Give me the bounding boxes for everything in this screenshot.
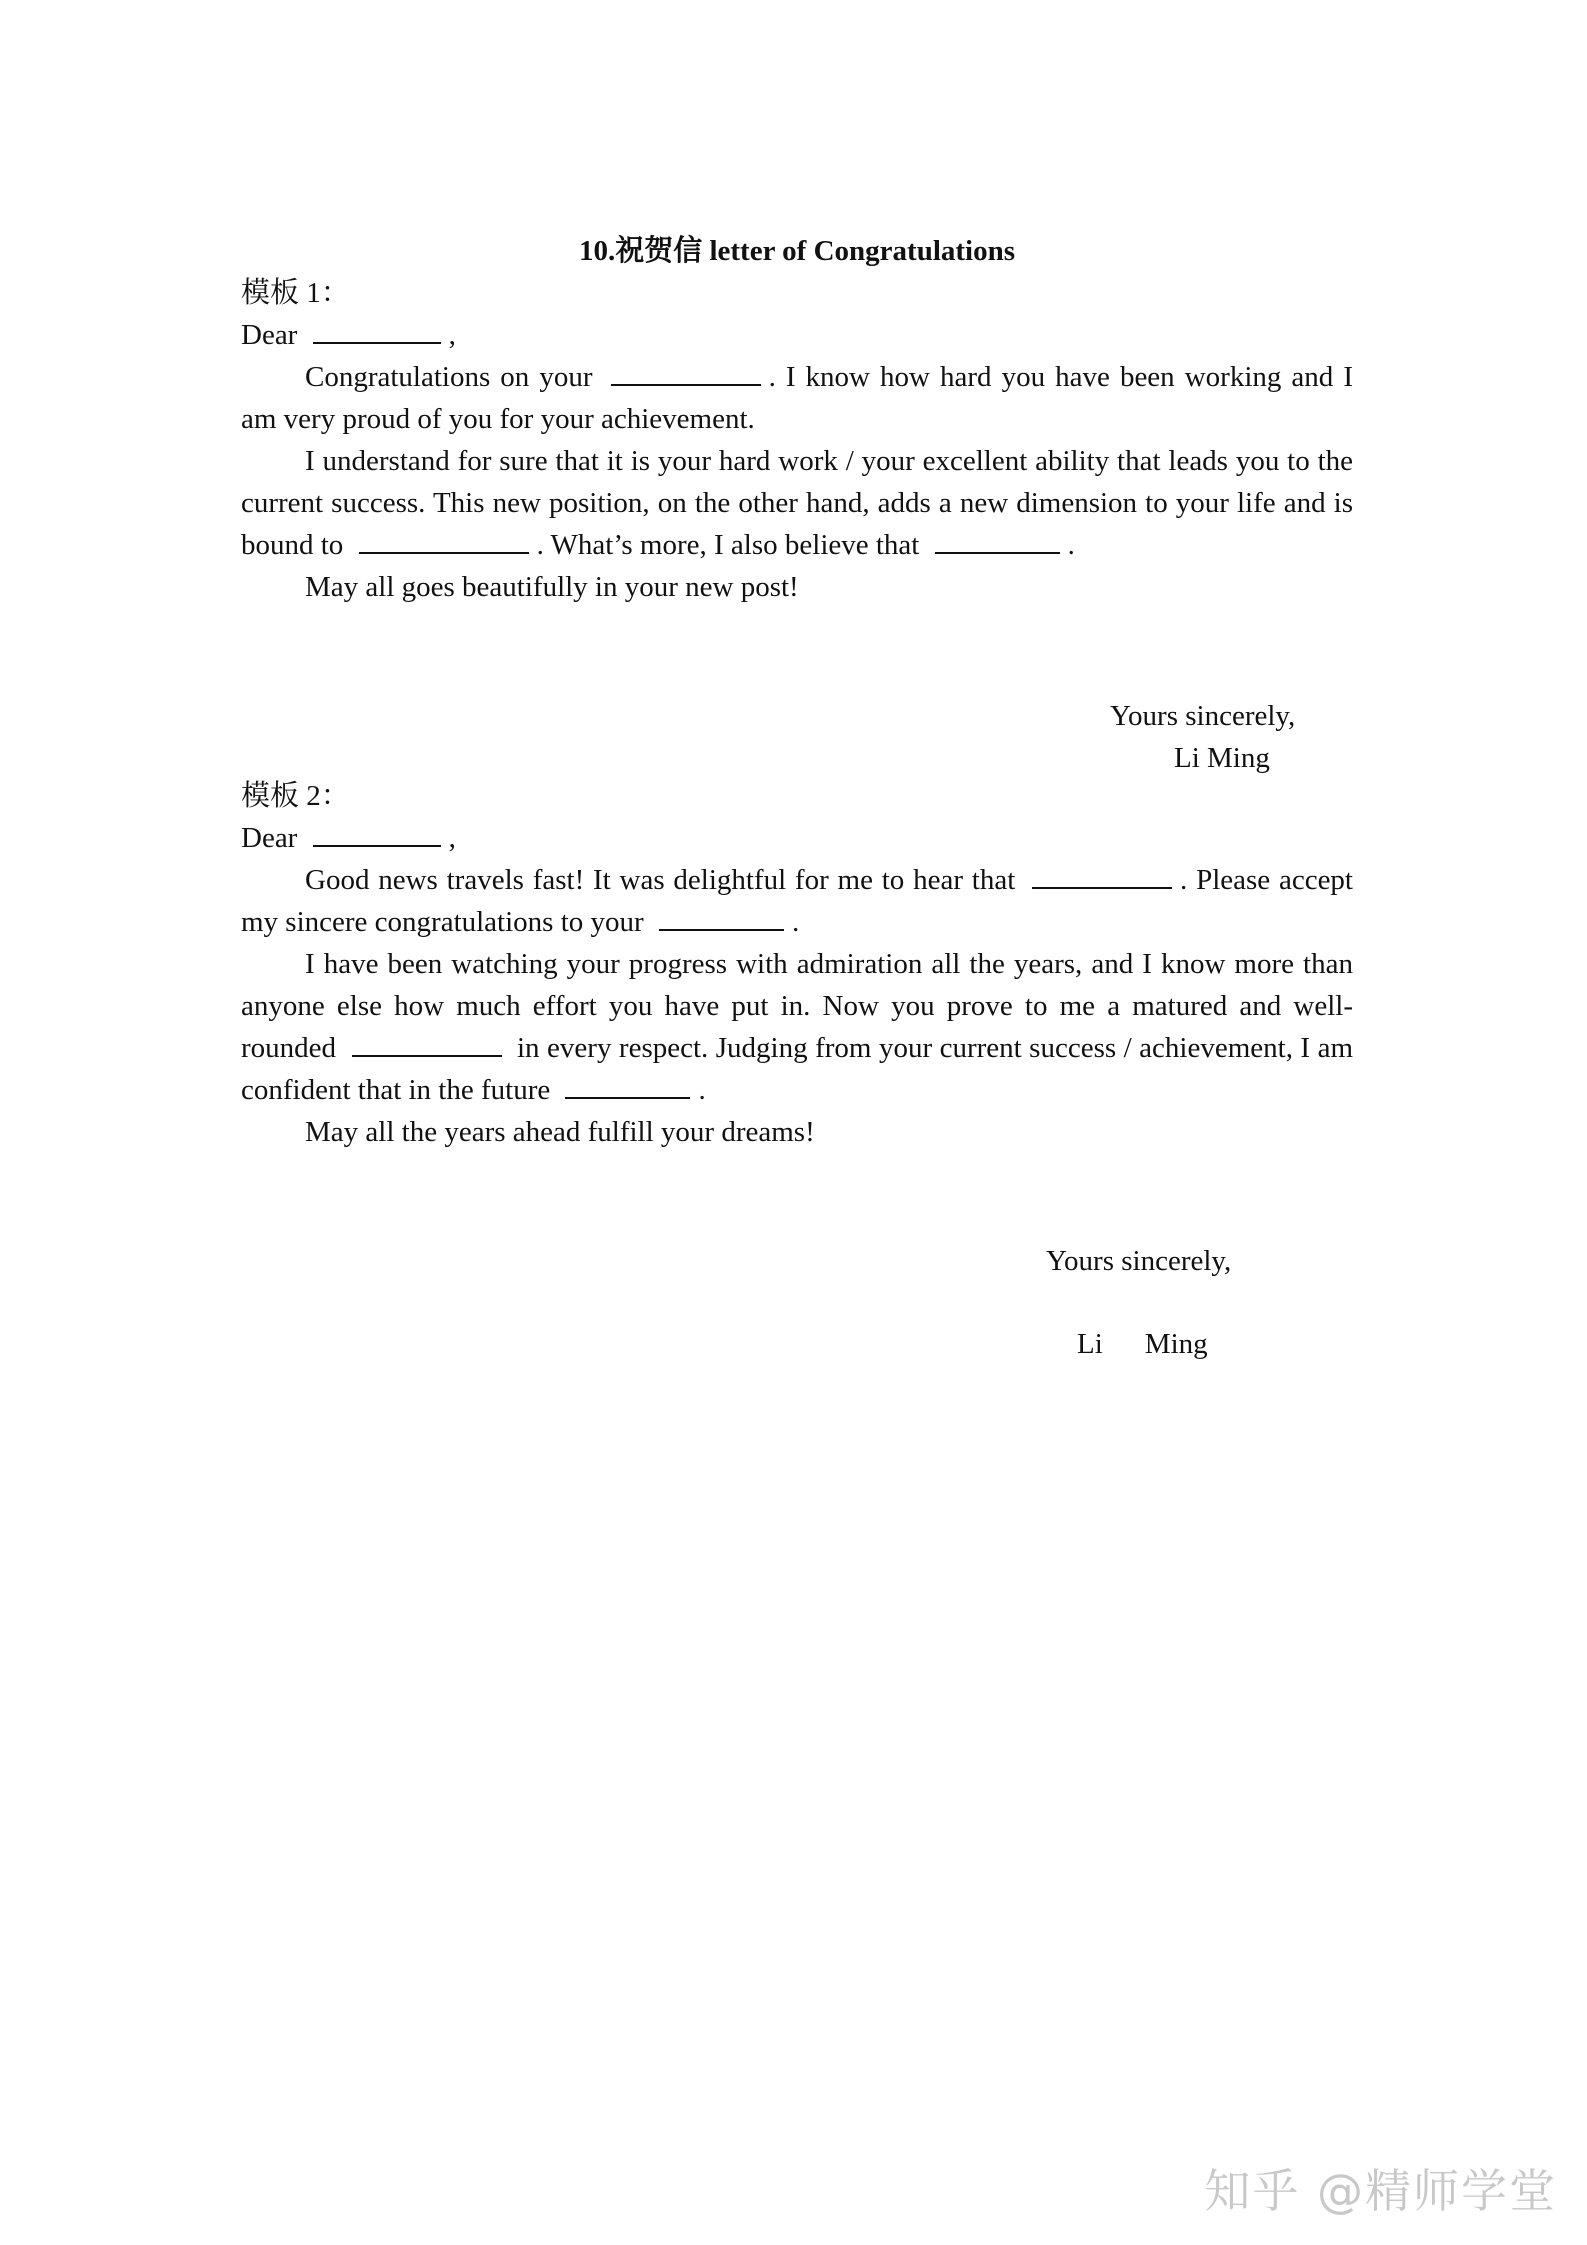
template-2-body (241, 775, 1353, 1153)
paragraph-text: . (791, 906, 800, 938)
paragraph-text: . What’s more, I also believe that (536, 529, 920, 561)
blank-recipient (313, 821, 441, 847)
paragraph-text: . Please accept my sincere congratulations to your (241, 864, 1353, 938)
template-2-paragraph-2 (241, 943, 1353, 1111)
template-1-salutation (241, 314, 1353, 356)
template-1-paragraph-1 (241, 356, 1353, 440)
salutation-comma: , (448, 822, 456, 854)
template-2-signature (1077, 1323, 1208, 1365)
paragraph-text: Congratulations on your (305, 361, 593, 393)
salutation-comma: , (448, 319, 456, 351)
template-2-closing: Yours sincerely, (1046, 1245, 1232, 1277)
blank-achievement (659, 905, 784, 931)
template-2-salutation (241, 817, 1353, 859)
document-body (241, 230, 1353, 608)
paragraph-text: I understand for sure that it is your hard work / your excellent ability that leads you to the current success. This new position, on the other hand, adds a new dimension to your life and is bound to (241, 445, 1353, 561)
template-1-paragraph-2 (241, 440, 1353, 566)
template-2-paragraph-3: May all the years ahead fulfill your dreams! (305, 1116, 815, 1148)
paragraph-text: in every respect. Judging from your current success / achievement, I am confident that in the future (241, 1032, 1354, 1106)
template-1-signature: Li Ming (1174, 742, 1270, 774)
blank-role (352, 1031, 502, 1057)
paragraph-text: Good news travels fast! It was delightful for me to hear that (305, 864, 1016, 896)
template-2-label: 模板 2： (241, 780, 350, 812)
template-1-label: 模板 1： (241, 277, 350, 309)
blank-future (565, 1073, 690, 1099)
template-1-paragraph-3: May all goes beautifully in your new post! (305, 571, 799, 603)
salutation-text: Dear (241, 822, 298, 854)
paragraph-text: . (1067, 529, 1075, 561)
signature-first-name: Li (1077, 1328, 1103, 1360)
paragraph-text: I have been watching your progress with admiration all the years, and I know more than anyone else how much effort you have put in. Now you prove to me a matured and well-rounded (241, 948, 1353, 1064)
blank-news (1032, 863, 1172, 889)
template-2-paragraph-1 (241, 859, 1353, 943)
signature-last-name: Ming (1144, 1328, 1208, 1360)
blank-result (359, 528, 529, 554)
template-1-closing: Yours sincerely, (1110, 700, 1296, 732)
paragraph-text: . (698, 1074, 706, 1106)
blank-recipient (313, 318, 441, 344)
blank-belief (935, 528, 1060, 554)
document-title: 10.祝贺信 letter of Congratulations (578, 235, 1016, 267)
watermark: 知乎 @精师学堂 (1204, 2164, 1557, 2218)
blank-occasion (611, 360, 761, 386)
salutation-text: Dear (241, 319, 298, 351)
paragraph-text: . I know how hard you have been working and I am very proud of you for your achievement. (241, 361, 1354, 435)
